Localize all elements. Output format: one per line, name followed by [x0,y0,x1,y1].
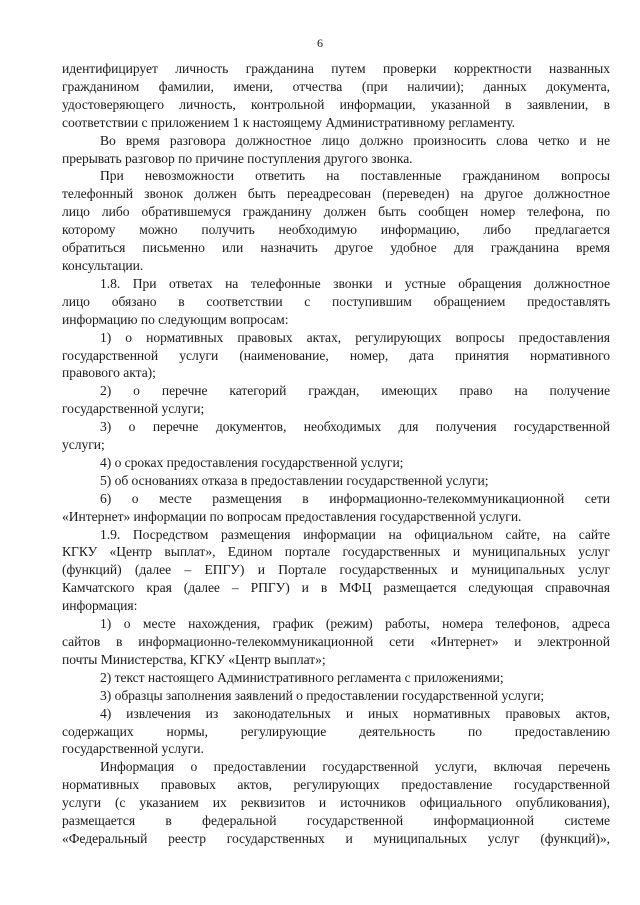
paragraph-line: нормативных правовых актов, регулирующих предоставление государственной [62,777,610,793]
paragraph-line: государственной услуги. [62,741,204,757]
paragraph-line: лицо обязано в соответствии с поступившим обращением предоставлять [62,293,610,309]
paragraph-line: «Федеральный реестр государственных и муниципальных услуг (функций)», [62,830,610,846]
paragraph-line: 5) об основаниях отказа в предоставлении государственной услуги; [100,472,489,488]
paragraph-line: 2) текст настоящего Административного регламента с приложениями; [100,669,504,685]
paragraph-line: 4) извлечения из законодательных и иных нормативных правовых актов, [100,705,610,721]
paragraph-line: прерывать разговор по причине поступления другого звонка. [62,150,413,166]
paragraph-line: которому можно получить необходимую информацию, либо предлагается [62,222,610,238]
paragraph-line: обратиться письменно или назначить другое удобное для гражданина время [62,240,610,256]
page-number: 6 [317,36,323,50]
paragraph-line: При невозможности ответить на поставленные гражданином вопросы [100,168,610,184]
paragraph-line: услуги; [62,437,105,453]
paragraph-line: КГКУ «Центр выплат», Едином портале государственных и муниципальных услуг [62,544,610,560]
paragraph-line: 1.9. Посредством размещения информации на официальном сайте, на сайте [100,526,610,542]
paragraph-line: содержащих нормы, регулирующие деятельность по предоставлению [62,723,610,739]
paragraph-line: Во время разговора должностное лицо должно произносить слова четко и не [100,132,610,148]
paragraph-line: 1) о месте нахождения, график (режим) работы, номера телефонов, адреса [100,616,610,632]
paragraph-line: услуги (с указанием их реквизитов и источников официального опубликования), [62,795,610,811]
paragraph-line: Информация о предоставлении государственной услуги, включая перечень [100,759,610,775]
paragraph-line: 1) о нормативных правовых актах, регулирующих вопросы предоставления [100,329,610,345]
paragraph-line: информацию по следующим вопросам: [62,311,289,327]
paragraph-line: почты Министерства, КГКУ «Центр выплат»; [62,651,326,667]
paragraph-line: консультации. [62,257,144,273]
paragraph-line: удостоверяющего личность, контрольной информации, указанной в заявлении, в [62,96,610,112]
paragraph-line: (функций) (далее – ЕПГУ) и Портале государственных и муниципальных услуг [62,562,610,578]
paragraph-line: 3) образцы заполнения заявлений о предоставлении государственной услуги; [100,687,545,703]
document-body [62,60,610,848]
paragraph-line: телефонный звонок должен быть переадресован (переведен) на другое должностное [62,186,610,202]
paragraph-line: 6) о месте размещения в информационно-телекоммуникационной сети [100,490,610,506]
paragraph-line: 1.8. При ответах на телефонные звонки и устные обращения должностное [100,275,610,291]
paragraph-line: Камчатского края (далее – РПГУ) и в МФЦ размещается следующая справочная [62,580,610,596]
paragraph-line: соответствии с приложением 1 к настоящему Административному регламенту. [62,114,515,130]
paragraph-line: 4) о сроках предоставления государственной услуги; [100,454,404,470]
paragraph-line: лицо либо обратившемуся гражданину должен быть сообщен номер телефона, по [62,204,610,220]
paragraph-line: сайтов в информационно-телекоммуникационной сети «Интернет» и электронной [62,634,610,649]
paragraph-line: гражданином фамилии, имени, отчества (при наличии); данных документа, [62,78,610,94]
paragraph-line: «Интернет» информации по вопросам предоставления государственной услуги. [62,508,522,524]
paragraph-line: государственной услуги; [62,401,205,417]
paragraph-line: 3) о перечне документов, необходимых для получения государственной [100,419,610,435]
paragraph-line: правового акта); [62,365,156,381]
paragraph-line: информация: [62,598,138,614]
paragraph-line: идентифицирует личность гражданина путем проверки корректности названных [62,61,610,76]
paragraph-line: государственной услуги (наименование, номер, дата принятия нормативного [62,347,610,363]
paragraph-line: 2) о перечне категорий граждан, имеющих право на получение [100,383,610,399]
paragraph-line: размещается в федеральной государственной информационной системе [62,813,610,829]
